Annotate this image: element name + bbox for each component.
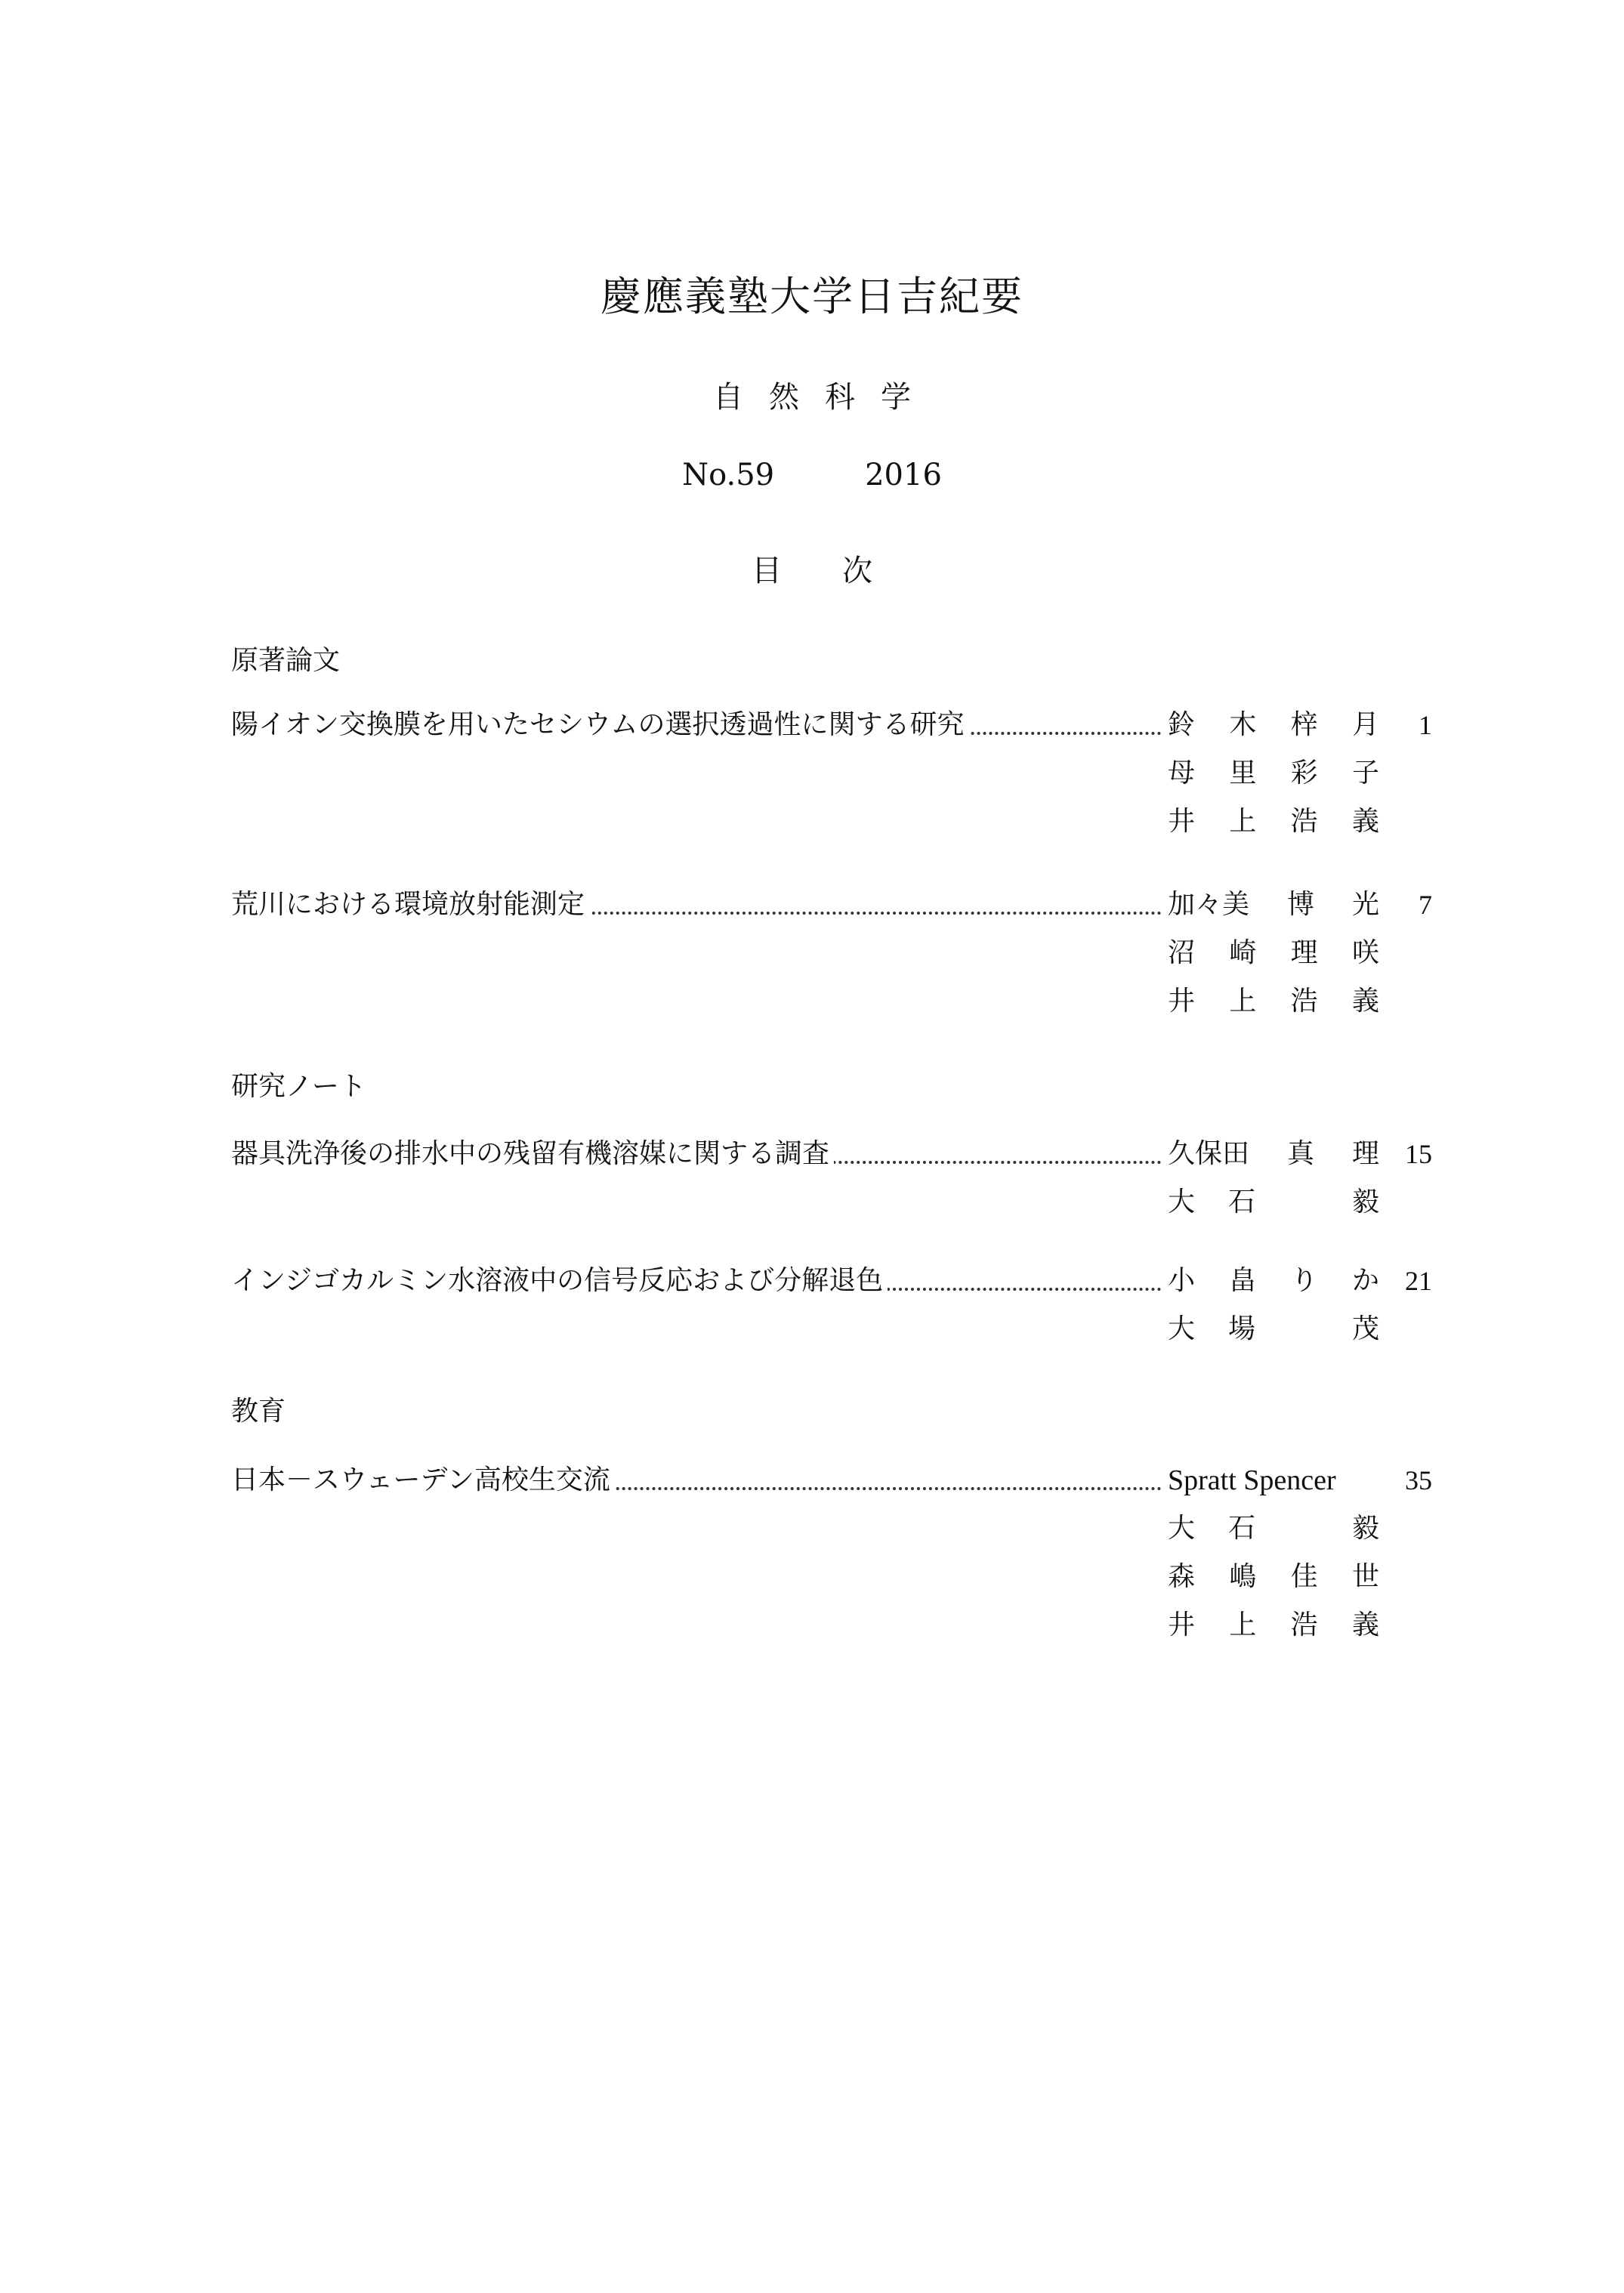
toc-heading: 目次 <box>752 554 933 588</box>
author-name: Spratt Spencer <box>1168 1464 1336 1496</box>
page-number: 15 <box>1405 1139 1432 1169</box>
issue-number: No.59 <box>682 458 775 492</box>
author-name: 井 上 浩 義 <box>1168 806 1379 837</box>
author-name: 大 石 毅 <box>1168 1187 1379 1217</box>
page-number: 1 <box>1419 710 1432 740</box>
journal-title: 慶應義塾大学日吉紀要 <box>601 273 1023 320</box>
author-name: 鈴 木 梓 月 <box>1168 709 1379 740</box>
toc-entry-title[interactable]: 日本－スウェーデン高校生交流 <box>231 1461 1162 1500</box>
author-name: 母 里 彩 子 <box>1168 758 1379 789</box>
page-number: 21 <box>1405 1266 1432 1296</box>
subject-heading: 自然科学 <box>713 380 937 415</box>
section-label-original-papers: 原著論文 <box>231 645 341 676</box>
page-number: 35 <box>1405 1465 1432 1495</box>
issue-line <box>0 458 1624 492</box>
author-name: 久保田 真 理 <box>1168 1138 1379 1169</box>
toc-entry-title[interactable]: 陽イオン交換膜を用いたセシウムの選択透過性に関する研究 <box>231 705 1162 745</box>
author-name: 小 畠 り か <box>1168 1265 1379 1296</box>
author-name: 沼 崎 理 咲 <box>1168 937 1379 968</box>
issue-year: 2016 <box>865 458 942 492</box>
author-name: 井 上 浩 義 <box>1168 1609 1379 1640</box>
author-name: 加々美 博 光 <box>1168 889 1379 920</box>
page-number: 7 <box>1419 890 1432 920</box>
author-name: 大 石 毅 <box>1168 1513 1379 1544</box>
author-name: 森 嶋 佳 世 <box>1168 1561 1379 1592</box>
toc-entry-title[interactable]: 荒川における環境放射能測定 <box>231 885 1162 924</box>
author-name: 大 場 茂 <box>1168 1313 1379 1344</box>
section-label-research-notes: 研究ノート <box>231 1071 366 1102</box>
toc-entry-title[interactable]: 器具洗浄後の排水中の残留有機溶媒に関する調査 <box>231 1134 1162 1174</box>
toc-entry-title[interactable]: インジゴカルミン水溶液中の信号反応および分解退色 <box>231 1261 1162 1301</box>
author-name: 井 上 浩 義 <box>1168 986 1379 1017</box>
section-label-education: 教育 <box>231 1396 286 1427</box>
